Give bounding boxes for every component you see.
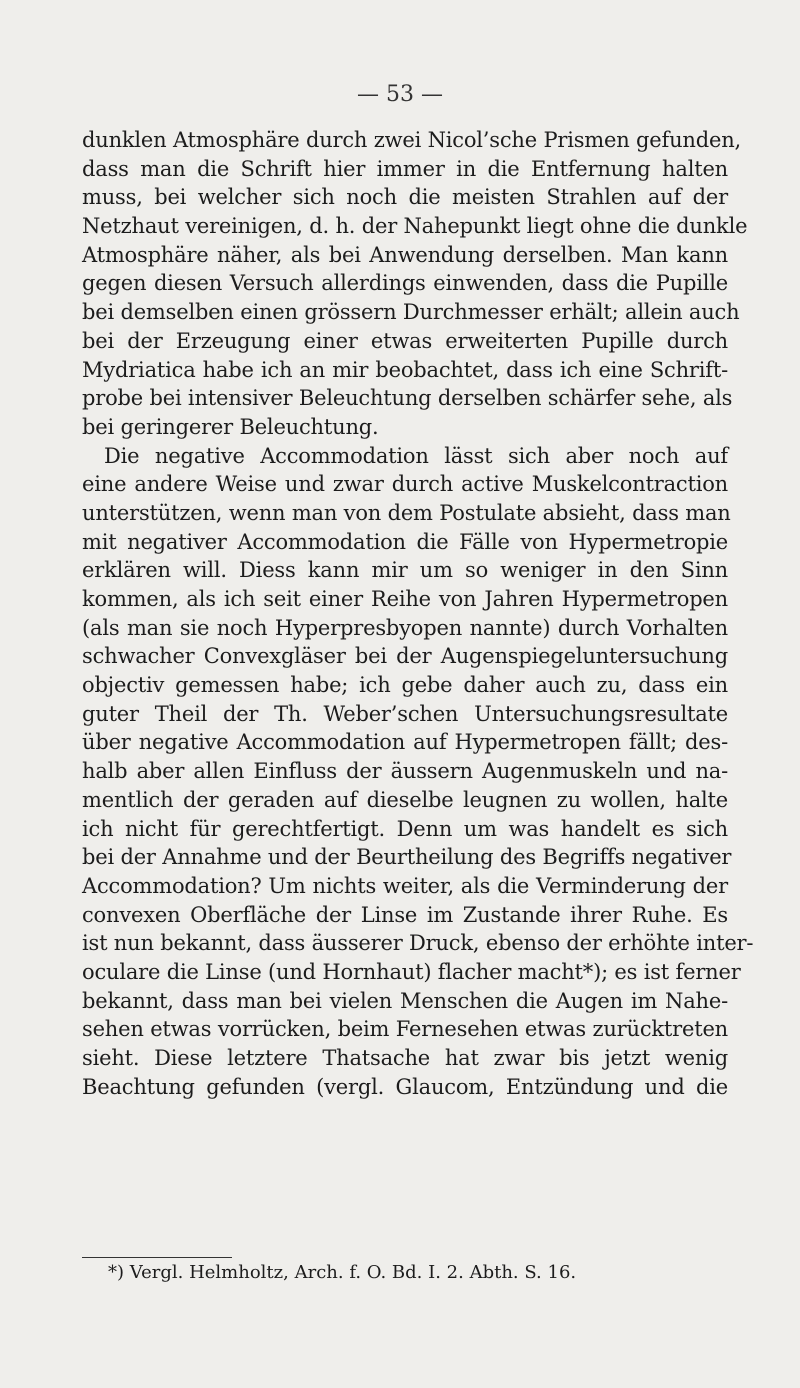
text-line: sehen etwas vorrücken, beim Fernesehen etwas zurücktreten: [82, 1017, 728, 1042]
text-line: Beachtung gefunden (vergl. Glaucom, Entzündung und die: [82, 1074, 728, 1099]
text-line: gegen diesen Versuch allerdings einwenden, dass die Pupille: [82, 271, 728, 296]
text-line: (als man sie noch Hyperpresbyopen nannte) durch Vorhalten: [82, 615, 728, 640]
footnote-divider: [82, 1257, 232, 1258]
text-line: guter Theil der Th. Weber’schen Untersuchungsresultate: [82, 701, 728, 726]
text-line: kommen, als ich seit einer Reihe von Jahren Hypermetropen: [82, 587, 728, 611]
text-line: bei demselben einen grössern Durchmesser erhält; allein auch: [82, 300, 740, 325]
text-line: über negative Accommodation auf Hypermetropen fällt; des-: [82, 730, 728, 755]
text-line: dass man die Schrift hier immer in die Entfernung halten: [82, 156, 728, 181]
text-line: muss, bei welcher sich noch die meisten Strahlen auf der: [82, 185, 728, 210]
text-line: bei der Annahme und der Beurtheilung des Begriffs negativer: [82, 845, 732, 870]
text-line: ist nun bekannt, dass äusserer Druck, ebenso der erhöhte inter-: [82, 931, 754, 956]
text-line: mit negativer Accommodation die Fälle von Hypermetropie: [82, 529, 728, 554]
text-line: dunklen Atmosphäre durch zwei Nicol’sche Prismen gefunden,: [82, 128, 742, 152]
text-line: Accommodation? Um nichts weiter, als die Verminderung der: [82, 873, 728, 898]
text-line: erklären will. Diess kann mir um so weniger in den Sinn: [82, 558, 728, 583]
text-line: bei geringerer Beleuchtung.: [82, 414, 379, 439]
text-line: unterstützen, wenn man von dem Postulate absieht, dass man: [82, 500, 731, 525]
text-line: Netzhaut vereinigen, d. h. der Nahepunkt liegt ohne die dunkle: [82, 214, 748, 239]
text-line: mentlich der geraden auf dieselbe leugnen zu wollen, halte: [82, 787, 728, 812]
text-line: Atmosphäre näher, als bei Anwendung derselben. Man kann: [82, 242, 728, 267]
text-line: Mydriatica habe ich an mir beobachtet, dass ich eine Schrift-: [82, 357, 728, 382]
text-line: eine andere Weise und zwar durch active Muskelcontraction: [82, 472, 728, 497]
body-text: [82, 126, 754, 1101]
text-line: schwacher Convexgläser bei der Augenspiegeluntersuchung: [82, 644, 728, 669]
text-line: convexen Oberfläche der Linse im Zustande ihrer Ruhe. Es: [82, 902, 728, 927]
text-line: objectiv gemessen habe; ich gebe daher auch zu, dass ein: [82, 673, 728, 698]
text-line: probe bei intensiver Beleuchtung derselben schärfer sehe, als: [82, 386, 733, 411]
text-line: bekannt, dass man bei vielen Menschen die Augen im Nahe-: [82, 988, 728, 1013]
text-line: sieht. Diese letztere Thatsache hat zwar bis jetzt wenig: [82, 1046, 728, 1070]
text-line: Die negative Accommodation lässt sich aber noch auf: [104, 443, 728, 468]
text-line: oculare die Linse (und Hornhaut) flacher macht*); es ist ferner: [82, 959, 741, 984]
page-number: — 53 —: [357, 82, 443, 107]
text-line: bei der Erzeugung einer etwas erweiterten Pupille durch: [82, 328, 728, 353]
text-line: halb aber allen Einfluss der äussern Augenmuskeln und na-: [82, 759, 728, 784]
text-line: ich nicht für gerechtfertigt. Denn um was handelt es sich: [82, 816, 728, 841]
footnote: *) Vergl. Helmholtz, Arch. f. O. Bd. I. 2. Abth. S. 16.: [108, 1262, 577, 1283]
